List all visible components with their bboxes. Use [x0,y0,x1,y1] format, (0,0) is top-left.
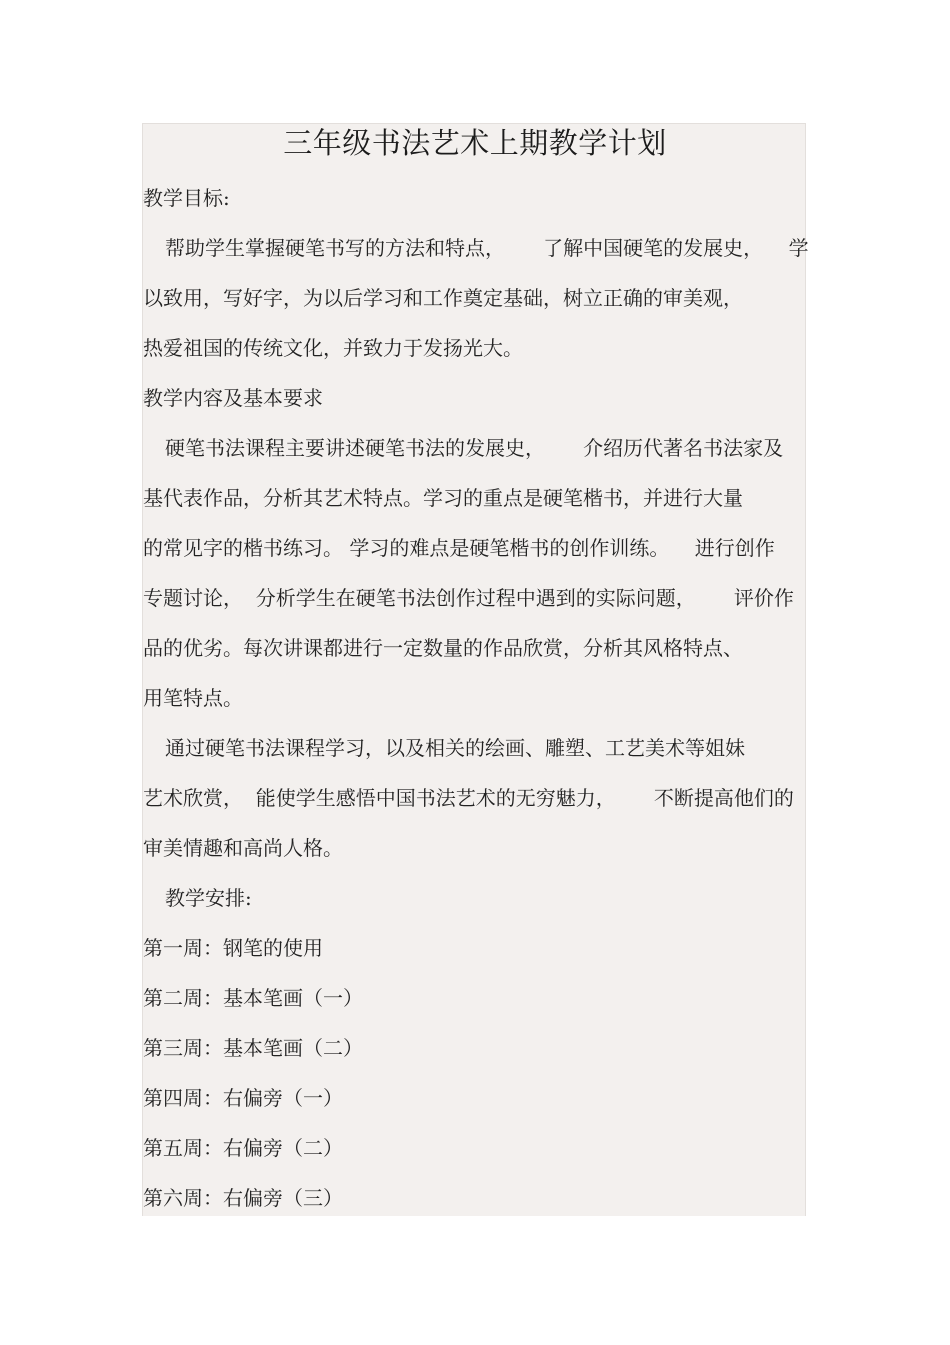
schedule-item: 第二周：基本笔画（一） [143,986,363,1010]
schedule-item: 第一周：钢笔的使用 [143,936,323,960]
goals-line: 以致用，写好字，为以后学习和工作奠定基础，树立正确的审美观， [143,286,743,310]
goals-heading: 教学目标: [143,186,230,210]
schedule-heading: 教学安排: [165,886,252,910]
goals-line: 帮助学生掌握硬笔书写的方法和特点， 了解中国硬笔的发展史， 学 [165,236,809,260]
content-heading: 教学内容及基本要求 [143,386,323,410]
appreciation-line: 艺术欣赏， 能使学生感悟中国书法艺术的无穷魅力， 不断提高他们的 [143,786,794,810]
content-line: 的常见字的楷书练习。 学习的难点是硬笔楷书的创作训练。 进行创作 [143,536,775,560]
appreciation-line: 审美情趣和高尚人格。 [143,836,343,860]
content-line: 品的优劣。每次讲课都进行一定数量的作品欣赏，分析其风格特点、 [143,636,743,660]
content-line: 基代表作品，分析其艺术特点。学习的重点是硬笔楷书，并进行大量 [143,486,743,510]
document-title: 三年级书法艺术上期教学计划 [283,126,667,160]
appreciation-line: 通过硬笔书法课程学习，以及相关的绘画、雕塑、工艺美术等姐妹 [165,736,745,760]
content-line: 硬笔书法课程主要讲述硬笔书法的发展史， 介绍历代著名书法家及 [165,436,784,460]
schedule-item: 第四周：右偏旁（一） [143,1086,343,1110]
schedule-item: 第三周：基本笔画（二） [143,1036,363,1060]
goals-line: 热爱祖国的传统文化，并致力于发扬光大。 [143,336,523,360]
content-line: 专题讨论， 分析学生在硬笔书法创作过程中遇到的实际问题， 评价作 [143,586,794,610]
schedule-item: 第五周：右偏旁（二） [143,1136,343,1160]
content-line: 用笔特点。 [143,686,243,710]
schedule-item: 第六周：右偏旁（三） [143,1186,343,1210]
